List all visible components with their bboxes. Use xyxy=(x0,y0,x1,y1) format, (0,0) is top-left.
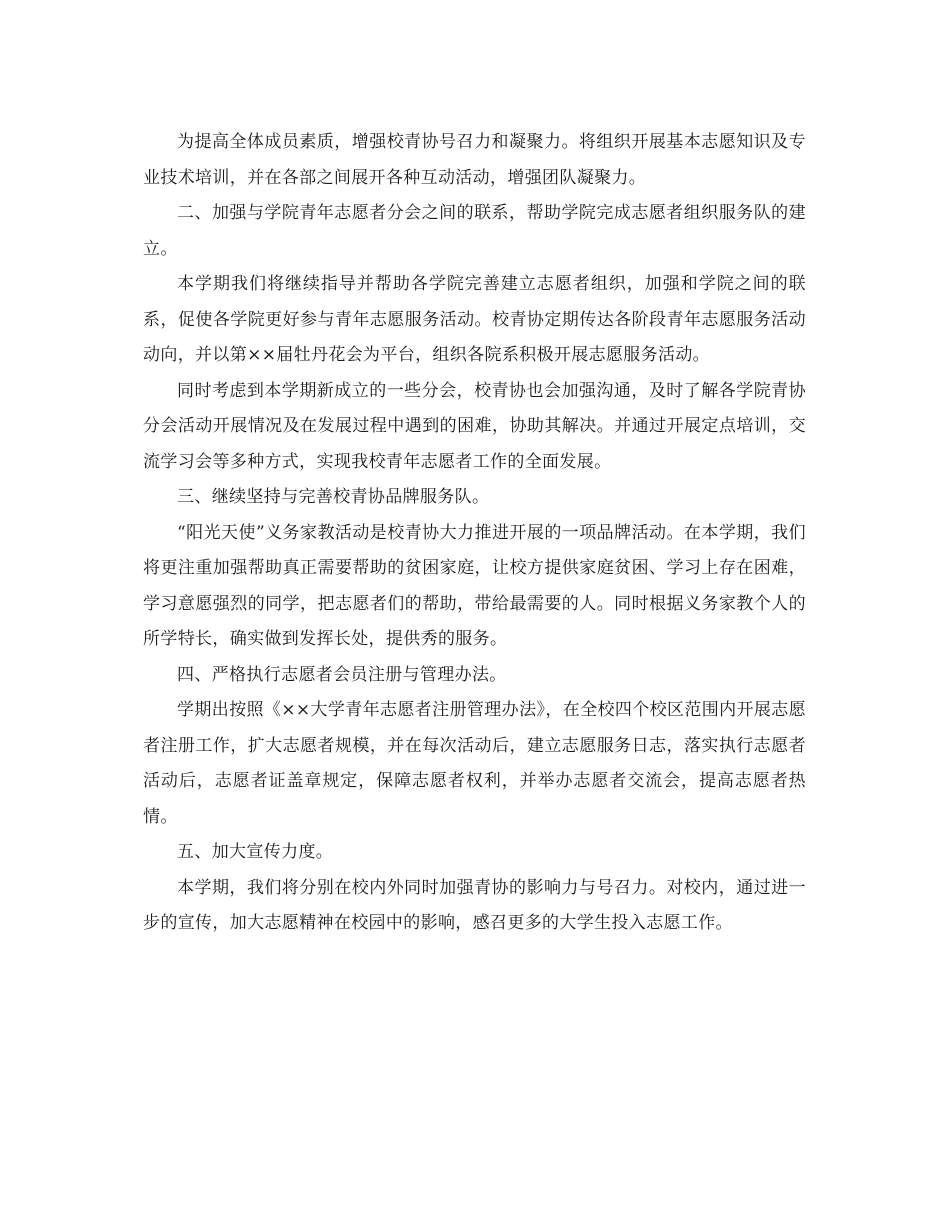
paragraph-publicity: 本学期，我们将分别在校内外同时加强青协的影响力与号召力。对校内，通过进一步的宣传，加大志愿精神在校园中的影响，感召更多的大学生投入志愿工作。 xyxy=(143,877,806,933)
paragraph-sunshine-angel: “阳光天使”义务家教活动是校青协大力推进开展的一项品牌活动。在本学期，我们将更注重加强帮助真正需要帮助的贫困家庭，让校方提供家庭贫困、学习上存在困难，学习意愿强烈的同学，把志愿者们的帮助，带给最需要的人。同时根据义务家教个人的所学特长，确实做到发挥长处，提供秀的服务。 xyxy=(143,522,806,649)
document-body xyxy=(143,125,806,942)
heading-section-2: 二、加强与学院青年志愿者分会之间的联系，帮助学院完成志愿者组织服务队的建立。 xyxy=(143,203,806,259)
paragraph-new-branches: 同时考虑到本学期新成立的一些分会，校青协也会加强沟通，及时了解各学院青协分会活动开展情况及在发展过程中遇到的困难，协助其解决。并通过开展定点培训，交流学习会等多种方式，实现我校青年志愿者工作的全面发展。 xyxy=(143,380,806,472)
heading-section-5: 五、加大宣传力度。 xyxy=(177,842,334,862)
paragraph-registration: 学期出按照《××大学青年志愿者注册管理办法》，在全校四个校区范围内开展志愿者注册工作，扩大志愿者规模，并在每次活动后，建立志愿服务日志，落实执行志愿者活动后，志愿者证盖章规定，保障志愿者权利，并举办志愿者交流会，提高志愿者热情。 xyxy=(143,700,806,827)
heading-section-3: 三、继续坚持与完善校青协品牌服务队。 xyxy=(177,487,490,507)
paragraph-training: 为提高全体成员素质，增强校青协号召力和凝聚力。将组织开展基本志愿知识及专业技术培训，并在各部之间展开各种互动活动，增强团队凝聚力。 xyxy=(143,132,806,188)
heading-section-4: 四、严格执行志愿者会员注册与管理办法。 xyxy=(177,664,507,685)
paragraph-college-guidance: 本学期我们将继续指导并帮助各学院完善建立志愿者组织，加强和学院之间的联系，促使各学院更好参与青年志愿服务活动。校青协定期传达各阶段青年志愿服务活动动向，并以第××届牡丹花会为平台，组织各院系积极开展志愿服务活动。 xyxy=(143,274,806,365)
